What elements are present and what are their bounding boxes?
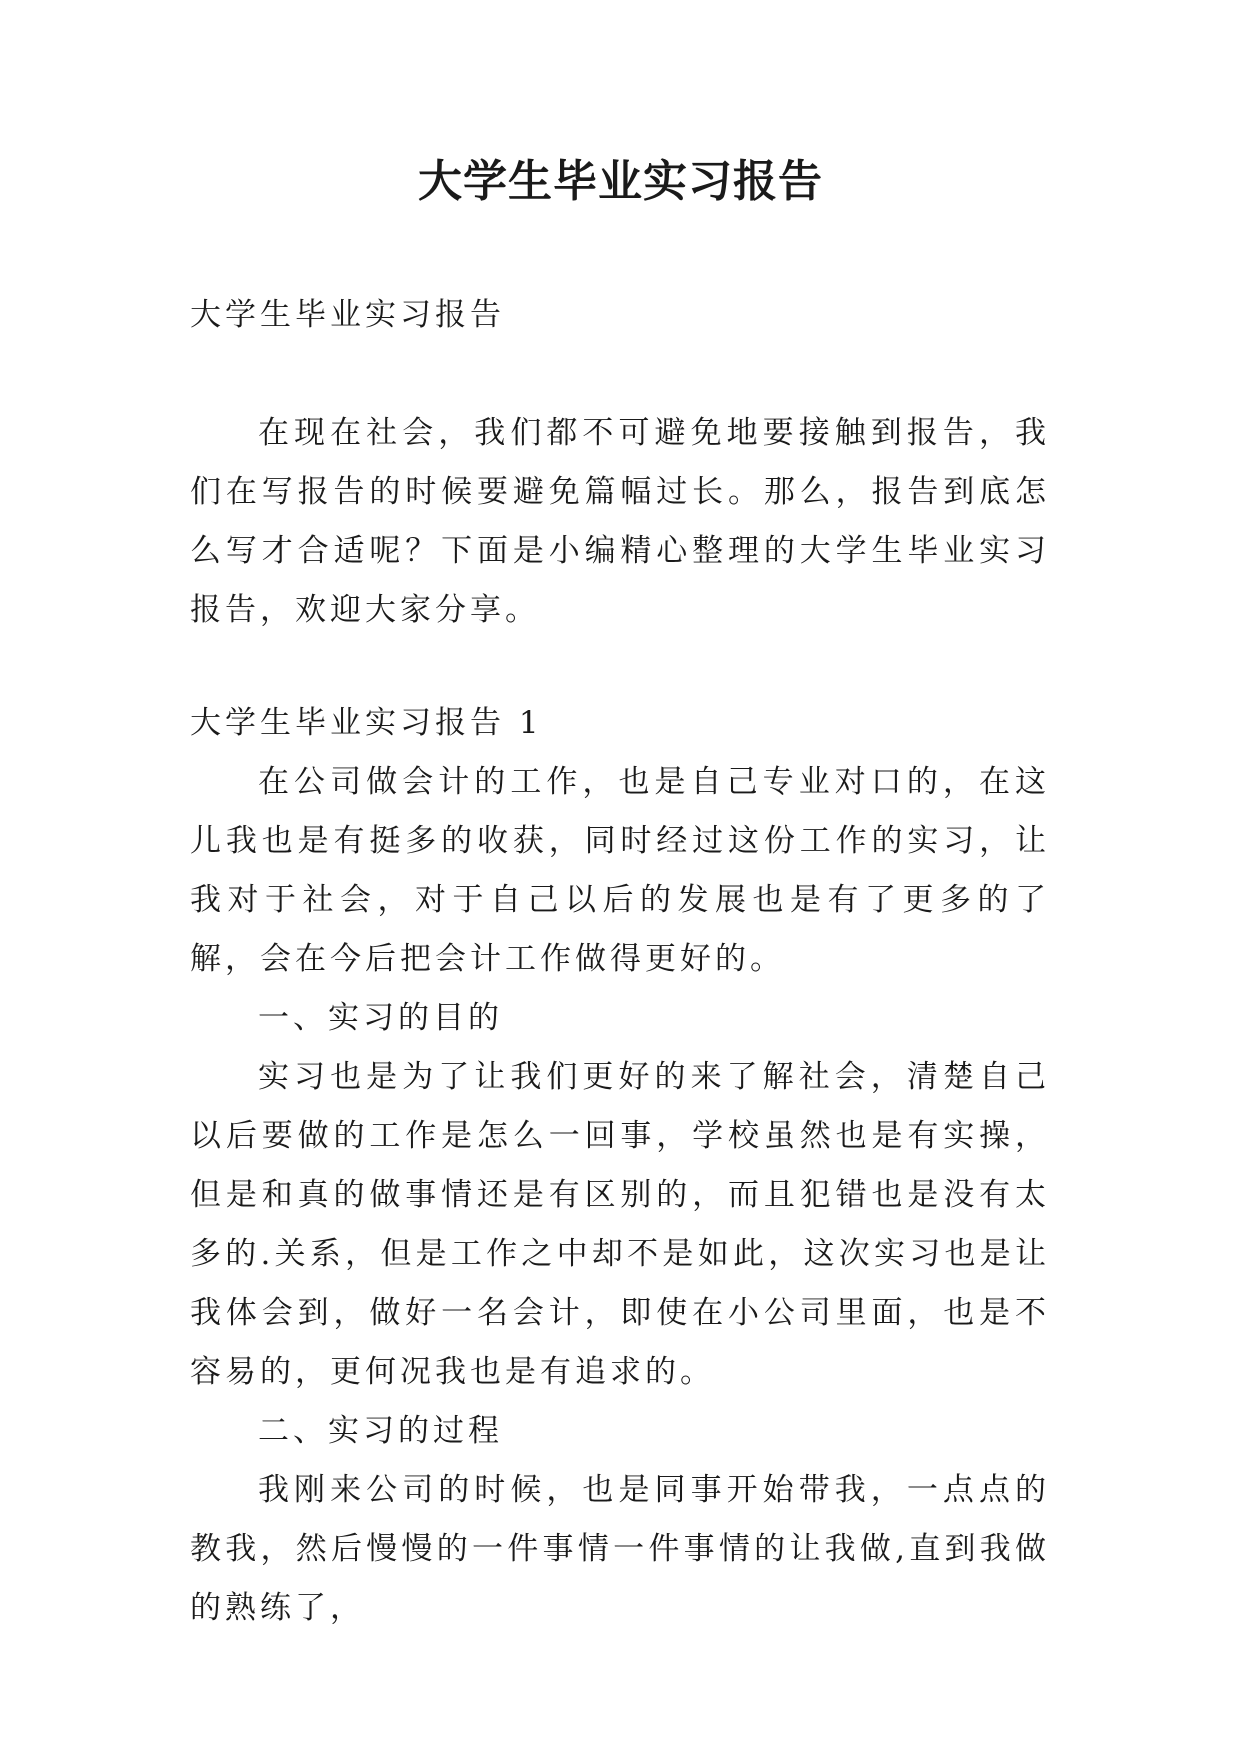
document-title: 大学生毕业实习报告 bbox=[418, 156, 823, 207]
intro-paragraph: 在现在社会，我们都不可避免地要接触到报告，我们在写报告的时候要避免篇幅过长。那么，报告到底怎么写才合适呢？下面是小编精心整理的大学生毕业实习报告，欢迎大家分享。 bbox=[190, 415, 1050, 628]
section-1-paragraph: 在公司做会计的工作，也是自己专业对口的，在这儿我也是有挺多的收获，同时经过这份工作的实习，让我对于社会，对于自己以后的发展也是有了更多的了解，会在今后把会计工作做得更好的。 bbox=[190, 764, 1050, 977]
part-1-paragraph: 实习也是为了让我们更好的来了解社会，清楚自己以后要做的工作是怎么一回事，学校虽然也是有实操，但是和真的做事情还是有区别的，而且犯错也是没有太多的.关系，但是工作之中却不是如此，这次实习也是让我体会到，做好一名会计，即使在小公司里面，也是不容易的，更何况我也是有追求的。 bbox=[190, 1059, 1050, 1390]
part-1-heading: 一、实习的目的 bbox=[258, 1000, 503, 1036]
part-2-heading: 二、实习的过程 bbox=[258, 1413, 503, 1449]
section-1 bbox=[190, 694, 1050, 1638]
part-2-paragraph: 我刚来公司的时候，也是同事开始带我，一点点的教我，然后慢慢的一件事情一件事情的让我做,直到我做的熟练了， bbox=[190, 1472, 1050, 1626]
section-1-heading: 大学生毕业实习报告 1 bbox=[190, 705, 543, 741]
document-subtitle: 大学生毕业实习报告 bbox=[190, 297, 505, 333]
